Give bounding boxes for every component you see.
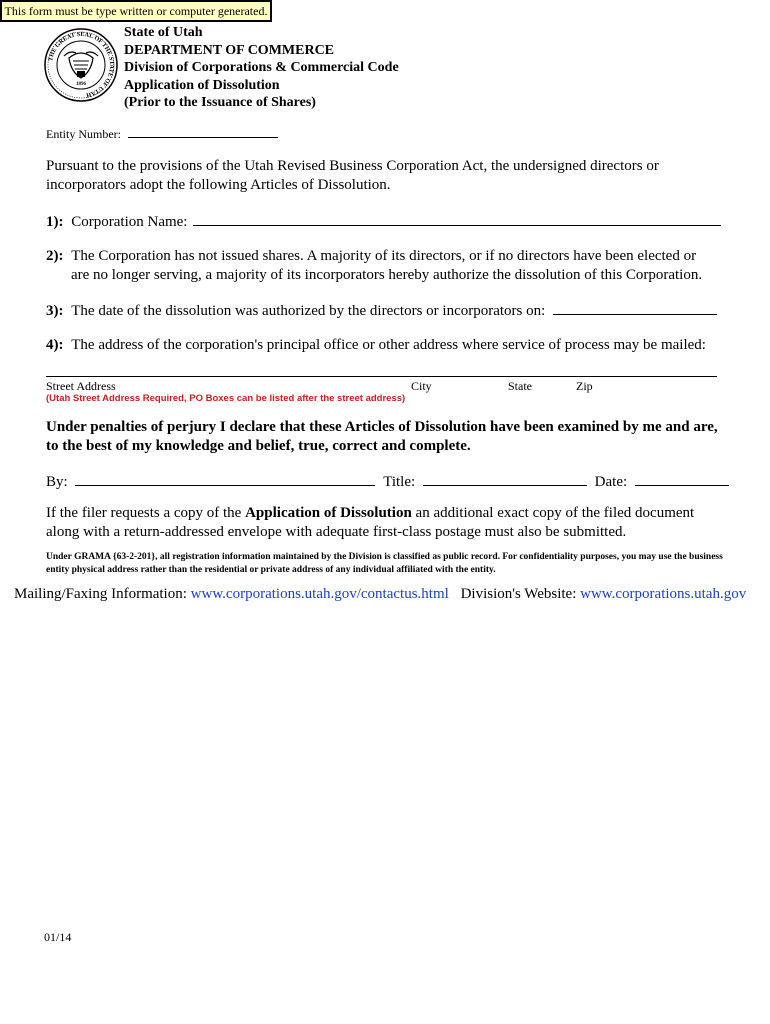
entity-number-field[interactable] xyxy=(128,125,278,138)
links-row xyxy=(14,586,746,603)
city-label: City xyxy=(411,379,432,393)
contact-us-link[interactable]: www.corporations.utah.gov/contactus.html xyxy=(190,586,449,602)
perjury-line2: to the best of my knowledge and belief, true, correct and complete. xyxy=(46,438,471,454)
item-3-number: 3): xyxy=(46,303,64,319)
date-label: Date: xyxy=(594,474,628,490)
item-2-line2: are no longer serving, a majority of its incorporators hereby authorize the dissolution of this Corporation. xyxy=(71,267,703,283)
copy-request xyxy=(46,504,694,542)
header-division: Division of Corporations & Commercial Code xyxy=(124,60,399,75)
typewritten-notice: This form must be type written or computer generated. xyxy=(0,0,272,22)
header-form-title: Application of Dissolution xyxy=(124,77,280,93)
street-address-label: Street Address xyxy=(46,379,116,393)
item-4-number: 4): xyxy=(46,337,64,353)
copy-request-bold: Application of Dissolution xyxy=(245,505,412,521)
item-2-line1: The Corporation has not issued shares. A majority of its directors, or if no directors have been elected or xyxy=(71,248,697,264)
state-label: State xyxy=(508,379,532,393)
item-4-label: The address of the corporation's principal office or other address where service of process may be mailed: xyxy=(71,337,706,353)
item-3-label: The date of the dissolution was authorized by the directors or incorporators on: xyxy=(71,303,546,319)
seal-ring-text: THE GREAT SEAL OF THE STATE OF UTAH xyxy=(47,30,116,99)
item-1-label: Corporation Name: xyxy=(71,214,188,230)
entity-number-row xyxy=(46,125,278,142)
item-4 xyxy=(46,336,706,355)
title-field[interactable] xyxy=(423,471,587,486)
seal-year: 1896 xyxy=(76,82,86,87)
intro-paragraph xyxy=(46,157,696,195)
item-3 xyxy=(46,300,717,321)
copy-request-line2: along with a return-addressed envelope with adequate first-class postage must also be submitted. xyxy=(46,524,627,540)
by-field[interactable] xyxy=(75,471,375,486)
grama-notice: Under GRAMA {63-2-201}, all registration information maintained by the Division is classified as public record. For confidentiality purposes, you may use the business entity physical address rather than the residential or private address of any individual affiliated with the entity. xyxy=(46,552,723,575)
header-department: DEPARTMENT OF COMMERCE xyxy=(124,42,335,58)
date-field[interactable] xyxy=(635,471,729,486)
copy-request-pre: If the filer requests a copy of the xyxy=(46,505,242,521)
title-label: Title: xyxy=(383,474,416,490)
division-website-link[interactable]: www.corporations.utah.gov xyxy=(580,586,747,602)
form-header xyxy=(124,24,399,112)
copy-request-post: an additional exact copy of the filed document xyxy=(415,505,695,521)
item-1 xyxy=(46,211,721,232)
form-revision-code: 01/14 xyxy=(44,930,72,944)
utah-state-seal-icon xyxy=(44,28,118,102)
item-1-number: 1): xyxy=(46,214,64,230)
item-2 xyxy=(46,247,702,285)
entity-number-label: Entity Number: xyxy=(46,127,121,141)
signature-row xyxy=(46,471,729,492)
item-2-number: 2): xyxy=(46,248,64,264)
mailing-label: Mailing/Faxing Information: xyxy=(14,586,187,602)
header-state: State of Utah xyxy=(124,25,203,40)
website-label: Division's Website: xyxy=(460,586,577,602)
address-field[interactable] xyxy=(46,376,717,377)
intro-text: Pursuant to the provisions of the Utah Revised Business Corporation Act, the undersigned directors or incorporators adopt the following Articles of Dissolution. xyxy=(46,158,659,193)
perjury-line1: Under penalties of perjury I declare that these Articles of Dissolution have been examined by me and are, xyxy=(46,419,718,435)
perjury-statement xyxy=(46,418,718,456)
address-requirement-note: (Utah Street Address Required, PO Boxes can be listed after the street address) xyxy=(46,393,406,404)
by-label: By: xyxy=(46,474,68,490)
zip-label: Zip xyxy=(576,379,593,393)
header-subtitle: (Prior to the Issuance of Shares) xyxy=(124,95,316,110)
corporation-name-field[interactable] xyxy=(193,211,721,226)
dissolution-date-field[interactable] xyxy=(553,300,717,315)
